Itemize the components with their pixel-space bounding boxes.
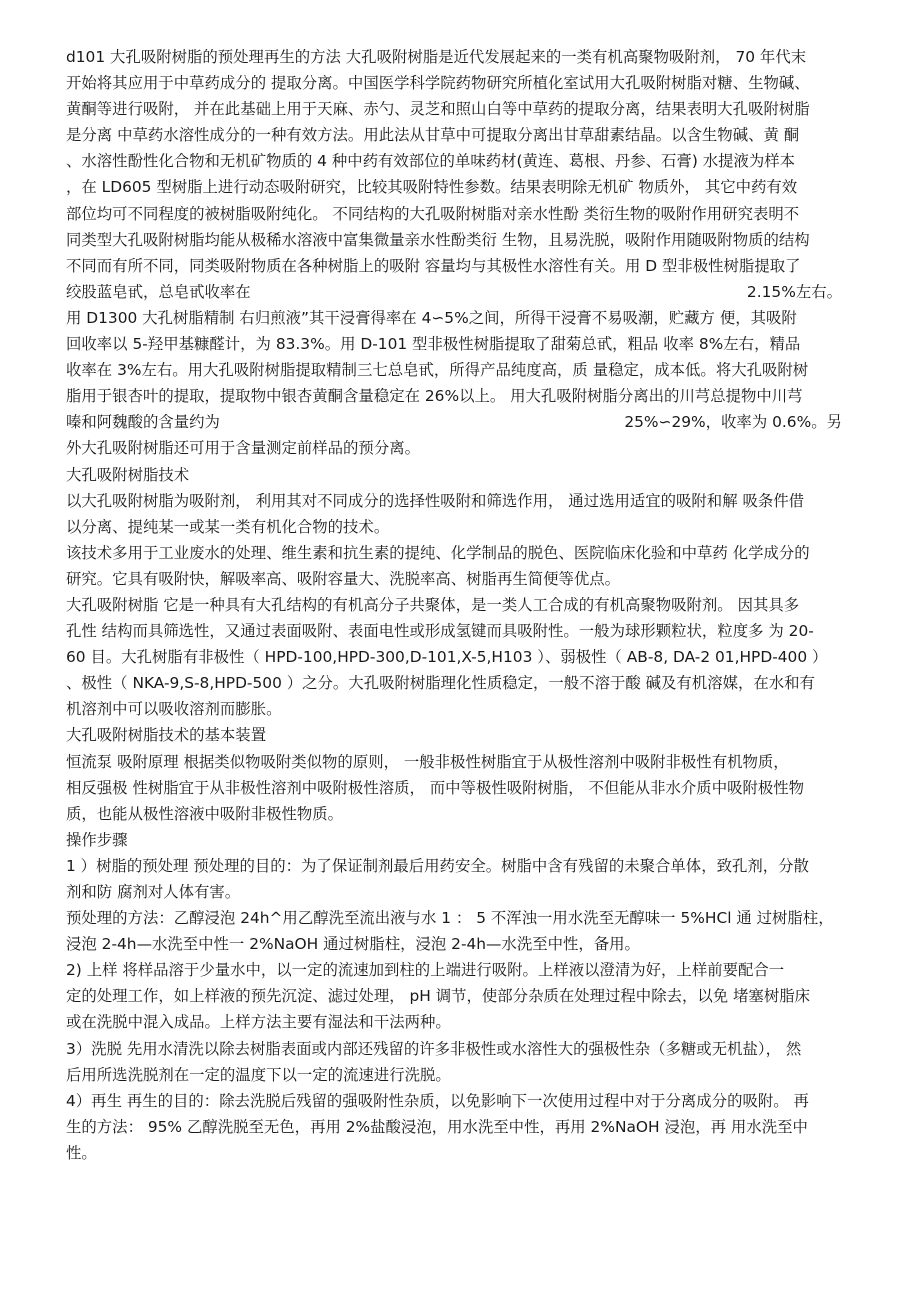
text-line: 不同而有所不同，同类吸附物质在各种树脂上的吸附 容量均与其极性水溶性有关。用 D 型非极性树脂提取了 <box>66 256 801 275</box>
text-line: 3）洗脱 先用水清洗以除去树脂表面或内部还残留的许多非极性或水溶性大的强极性杂（多糖或无机盐）， 然 <box>66 1039 802 1058</box>
section-heading: 操作步骤 <box>66 830 128 849</box>
text-line: 定的处理工作，如上样液的预先沉淀、滤过处理， pH 调节，使部分杂质在处理过程中除去，以免 堵塞树脂床 <box>66 987 810 1006</box>
text-line: 性。 <box>66 1143 97 1162</box>
text-line: 60 目。大孔树脂有非极性（ HPD-100,HPD-300,D-101,X-5,H103 ）、弱极性（ AB-8, DA-2 01,HPD-400 ） <box>66 648 828 667</box>
document-page <box>66 44 856 1166</box>
text-line: 质，也能从极性溶液中吸附非极性物质。 <box>66 804 344 823</box>
text-line: 同类型大孔吸附树脂均能从极稀水溶液中富集微量亲水性酚类衍 生物，且易洗脱，吸附作用随吸附物质的结构 <box>66 230 810 249</box>
text-line: 后用所选洗脱剂在一定的温度下以一定的流速进行洗脱。 <box>66 1065 451 1084</box>
text-line: 相反强极 性树脂宜于从非极性溶剂中吸附极性溶质， 而中等极性吸附树脂， 不但能从非水介质中吸附极性物 <box>66 778 805 797</box>
section-heading: 大孔吸附树脂技术 <box>66 465 190 484</box>
text-line: 、极性（ NKA-9,S-8,HPD-500 ）之分。大孔吸附树脂理化性质稳定，一般不溶于酸 碱及有机溶媒，在水和有 <box>66 674 815 693</box>
text-line: 剂和防 腐剂对人体有害。 <box>66 883 241 901</box>
text-line: 、水溶性酚性化合物和无机矿物质的 4 种中药有效部位的单味药材(黄连、葛根、丹参、石膏) 水提液为样本 <box>66 152 796 171</box>
text-line-left: 绞股蓝皂甙，总皂甙收率在 <box>66 282 251 301</box>
text-line: 2) 上样 将样品溶于少量水中，以一定的流速加到柱的上端进行吸附。上样液以澄清为好，上样前要配合一 <box>66 961 785 980</box>
text-line: 开始将其应用于中草药成分的 提取分离。中国医学科学院药物研究所植化室试用大孔吸附树脂对糖、生物碱、 <box>66 74 810 93</box>
text-line-right: 2.15%左右。 <box>746 282 842 301</box>
text-line-split <box>66 279 856 305</box>
text-line: 浸泡 2-4h—水洗至中性一 2%NaOH 通过树脂柱，浸泡 2-4h—水洗至中性，备用。 <box>66 935 640 954</box>
text-line-right: 25%∽29%，收率为 0.6%。另 <box>624 413 842 432</box>
text-line-split <box>66 409 856 435</box>
text-line: 以分离、提纯某一或某一类有机化合物的技术。 <box>66 517 390 536</box>
text-line: 生的方法： 95% 乙醇洗脱至无色，再用 2%盐酸浸泡，用水洗至中性，再用 2%NaOH 浸泡，再 用水洗至中 <box>66 1117 808 1136</box>
text-line: 外大孔吸附树脂还可用于含量测定前样品的预分离。 <box>66 439 420 458</box>
text-line: 或在洗脱中混入成品。上样方法主要有湿法和干法两种。 <box>66 1013 451 1032</box>
text-line: 研究。它具有吸附快，解吸率高、吸附容量大、洗脱率高、树脂再生简便等优点。 <box>66 569 621 588</box>
text-line: 收率在 3%左右。用大孔吸附树脂提取精制三七总皂甙，所得产品纯度高，质 量稳定，成本低。将大孔吸附树 <box>66 361 809 380</box>
text-line: 1 ）树脂的预处理 预处理的目的：为了保证制剂最后用药安全。树脂中含有残留的未聚合单体，致孔剂，分散 <box>66 856 809 875</box>
text-line: 该技术多用于工业废水的处理、维生素和抗生素的提纯、化学制品的脱色、医院临床化验和中草药 化学成分的 <box>66 543 810 562</box>
section-heading: 大孔吸附树脂技术的基本装置 <box>66 726 267 745</box>
text-line: 黄酮等进行吸附， 并在此基础上用于天麻、赤勺、灵芝和照山白等中草药的提取分离，结果表明大孔吸附树脂 <box>66 100 810 119</box>
text-line: 部位均可不同程度的被树脂吸附纯化。 不同结构的大孔吸附树脂对亲水性酚 类衍生物的吸附作用研究表明不 <box>66 204 800 223</box>
text-line: 预处理的方法：乙醇浸泡 24h^用乙醇洗至流出液与水 1 ： 5 不浑浊一用水洗至无醇味一 5%HCl 通 过树脂柱， <box>66 909 834 928</box>
text-line: 孔性 结构而具筛选性，又通过表面吸附、表面电性或形成氢键而具吸附性。一般为球形颗粒状，粒度多 为 20- <box>66 622 814 641</box>
text-line: 回收率以 5-羟甲基糠醛计，为 83.3%。用 D-101 型非极性树脂提取了甜菊总甙，粗品 收率 8%左右，精品 <box>66 335 801 354</box>
text-line: 4）再生 再生的目的：除去洗脱后残留的强吸附性杂质，以免影响下一次使用过程中对于分离成分的吸附。 再 <box>66 1091 809 1110</box>
text-line: 恒流泵 吸附原理 根据类似物吸附类似物的原则， 一般非极性树脂宜于从极性溶剂中吸附非极性有机物质， <box>66 752 789 771</box>
text-line-left: 嗪和阿魏酸的含量约为 <box>66 413 220 432</box>
text-line: 大孔吸附树脂 它是一种具有大孔结构的有机高分子共聚体，是一类人工合成的有机高聚物吸附剂。 因其具多 <box>66 595 800 614</box>
text-line: 用 D1300 大孔树脂精制 右归煎液”其干浸膏得率在 4∽5%之间，所得干浸膏不易吸潮，贮藏方 便，其吸附 <box>66 308 797 327</box>
text-line: 机溶剂中可以吸收溶剂而膨胀。 <box>66 700 282 719</box>
text-line: 脂用于银杏叶的提取，提取物中银杏黄酮含量稳定在 26%以上。 用大孔吸附树脂分离出的川芎总提物中川芎 <box>66 387 803 406</box>
text-line: 以大孔吸附树脂为吸附剂， 利用其对不同成分的选择性吸附和筛选作用， 通过选用适宜的吸附和解 吸条件借 <box>66 491 805 510</box>
text-line: 是分离 中草药水溶性成分的一种有效方法。用此法从甘草中可提取分离出甘草甜素结晶。以含生物碱、黄 酮 <box>66 126 800 145</box>
text-line: ，在 LD605 型树脂上进行动态吸附研究，比较其吸附特性参数。结果表明除无机矿 物质外， 其它中药有效 <box>66 178 798 197</box>
text-line: d101 大孔吸附树脂的预处理再生的方法 大孔吸附树脂是近代发展起来的一类有机高聚物吸附剂， 70 年代末 <box>66 48 807 66</box>
